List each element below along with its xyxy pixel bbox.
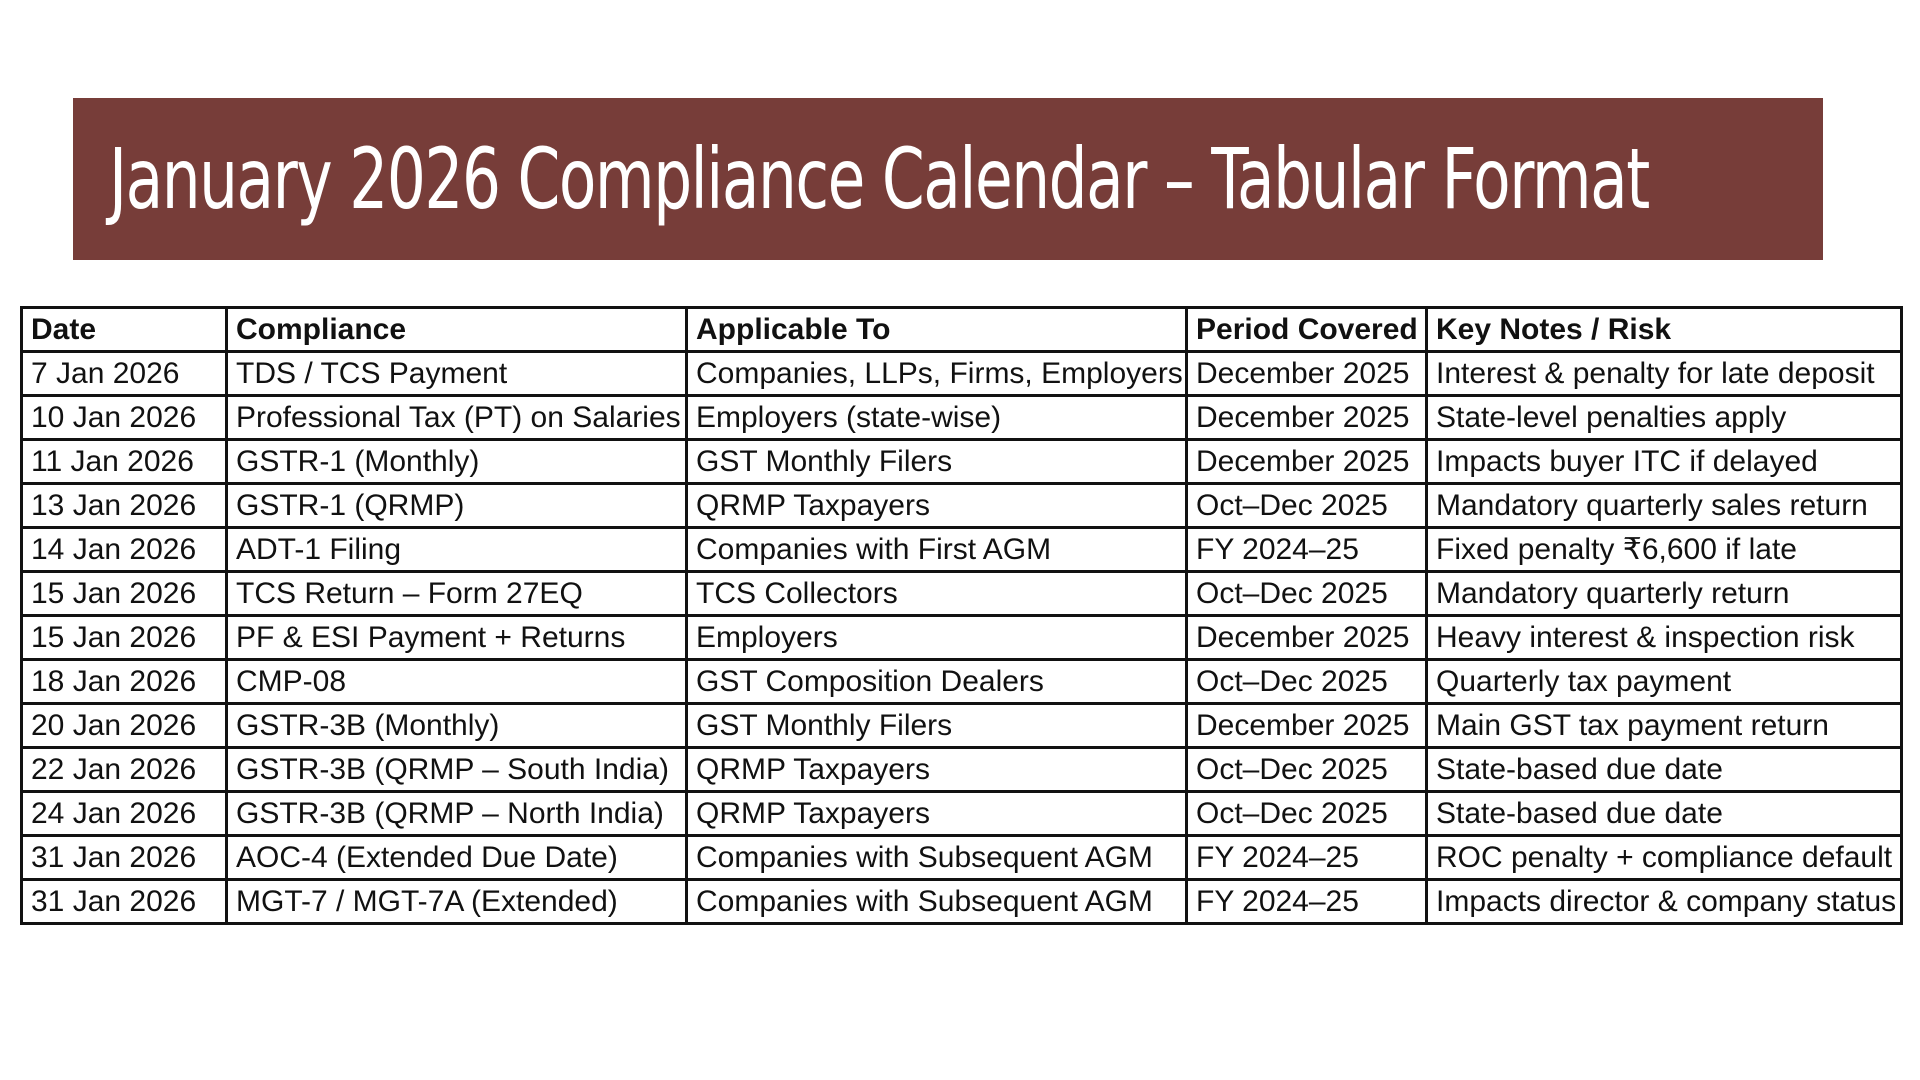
cell-key-notes: Heavy interest & inspection risk [1427, 616, 1902, 660]
cell-compliance: TCS Return – Form 27EQ [227, 572, 687, 616]
cell-applicable-to: Employers [687, 616, 1187, 660]
cell-applicable-to: Companies with First AGM [687, 528, 1187, 572]
table-row [22, 748, 1902, 792]
cell-key-notes: Interest & penalty for late deposit [1427, 352, 1902, 396]
cell-period-covered: Oct–Dec 2025 [1187, 792, 1427, 836]
cell-compliance: AOC-4 (Extended Due Date) [227, 836, 687, 880]
header-key-notes: Key Notes / Risk [1427, 308, 1902, 352]
cell-date: 31 Jan 2026 [22, 880, 227, 924]
table-header-row [22, 308, 1902, 352]
cell-period-covered: Oct–Dec 2025 [1187, 572, 1427, 616]
cell-key-notes: Impacts buyer ITC if delayed [1427, 440, 1902, 484]
cell-applicable-to: QRMP Taxpayers [687, 484, 1187, 528]
cell-applicable-to: GST Composition Dealers [687, 660, 1187, 704]
cell-date: 7 Jan 2026 [22, 352, 227, 396]
cell-period-covered: December 2025 [1187, 440, 1427, 484]
cell-applicable-to: QRMP Taxpayers [687, 748, 1187, 792]
cell-applicable-to: Companies with Subsequent AGM [687, 880, 1187, 924]
compliance-table [20, 306, 1903, 925]
cell-period-covered: December 2025 [1187, 352, 1427, 396]
cell-date: 14 Jan 2026 [22, 528, 227, 572]
cell-applicable-to: QRMP Taxpayers [687, 792, 1187, 836]
cell-key-notes: Fixed penalty ₹6,600 if late [1427, 528, 1902, 572]
table-row [22, 352, 1902, 396]
cell-key-notes: Mandatory quarterly sales return [1427, 484, 1902, 528]
cell-date: 22 Jan 2026 [22, 748, 227, 792]
cell-period-covered: Oct–Dec 2025 [1187, 660, 1427, 704]
cell-period-covered: FY 2024–25 [1187, 880, 1427, 924]
cell-applicable-to: TCS Collectors [687, 572, 1187, 616]
cell-key-notes: Mandatory quarterly return [1427, 572, 1902, 616]
cell-compliance: TDS / TCS Payment [227, 352, 687, 396]
table-row [22, 484, 1902, 528]
cell-date: 10 Jan 2026 [22, 396, 227, 440]
cell-applicable-to: Companies with Subsequent AGM [687, 836, 1187, 880]
cell-period-covered: Oct–Dec 2025 [1187, 748, 1427, 792]
cell-applicable-to: Employers (state-wise) [687, 396, 1187, 440]
cell-compliance: GSTR-3B (QRMP – North India) [227, 792, 687, 836]
cell-key-notes: State-level penalties apply [1427, 396, 1902, 440]
cell-compliance: MGT-7 / MGT-7A (Extended) [227, 880, 687, 924]
cell-date: 13 Jan 2026 [22, 484, 227, 528]
cell-date: 18 Jan 2026 [22, 660, 227, 704]
cell-applicable-to: Companies, LLPs, Firms, Employers [687, 352, 1187, 396]
cell-compliance: PF & ESI Payment + Returns [227, 616, 687, 660]
cell-period-covered: December 2025 [1187, 616, 1427, 660]
table-row [22, 880, 1902, 924]
cell-key-notes: ROC penalty + compliance default [1427, 836, 1902, 880]
cell-applicable-to: GST Monthly Filers [687, 704, 1187, 748]
page-title: January 2026 Compliance Calendar – Tabular Format [109, 130, 1649, 228]
table-body [22, 352, 1902, 924]
cell-compliance: Professional Tax (PT) on Salaries [227, 396, 687, 440]
header-compliance: Compliance [227, 308, 687, 352]
cell-date: 11 Jan 2026 [22, 440, 227, 484]
cell-date: 31 Jan 2026 [22, 836, 227, 880]
table-row [22, 660, 1902, 704]
cell-compliance: GSTR-3B (Monthly) [227, 704, 687, 748]
cell-period-covered: Oct–Dec 2025 [1187, 484, 1427, 528]
cell-date: 20 Jan 2026 [22, 704, 227, 748]
header-applicable-to: Applicable To [687, 308, 1187, 352]
table-row [22, 836, 1902, 880]
table-row [22, 704, 1902, 748]
cell-date: 15 Jan 2026 [22, 616, 227, 660]
table-row [22, 440, 1902, 484]
cell-period-covered: FY 2024–25 [1187, 528, 1427, 572]
table-row [22, 396, 1902, 440]
table-row [22, 528, 1902, 572]
header-date: Date [22, 308, 227, 352]
table-row [22, 572, 1902, 616]
cell-key-notes: State-based due date [1427, 792, 1902, 836]
title-banner [73, 98, 1823, 260]
cell-period-covered: FY 2024–25 [1187, 836, 1427, 880]
cell-compliance: GSTR-1 (Monthly) [227, 440, 687, 484]
cell-period-covered: December 2025 [1187, 396, 1427, 440]
table-row [22, 792, 1902, 836]
cell-key-notes: Main GST tax payment return [1427, 704, 1902, 748]
cell-period-covered: December 2025 [1187, 704, 1427, 748]
cell-compliance: GSTR-1 (QRMP) [227, 484, 687, 528]
cell-applicable-to: GST Monthly Filers [687, 440, 1187, 484]
cell-key-notes: Quarterly tax payment [1427, 660, 1902, 704]
cell-key-notes: Impacts director & company status [1427, 880, 1902, 924]
cell-key-notes: State-based due date [1427, 748, 1902, 792]
cell-date: 15 Jan 2026 [22, 572, 227, 616]
cell-compliance: ADT-1 Filing [227, 528, 687, 572]
cell-compliance: GSTR-3B (QRMP – South India) [227, 748, 687, 792]
cell-date: 24 Jan 2026 [22, 792, 227, 836]
header-period-covered: Period Covered [1187, 308, 1427, 352]
table-row [22, 616, 1902, 660]
cell-compliance: CMP-08 [227, 660, 687, 704]
